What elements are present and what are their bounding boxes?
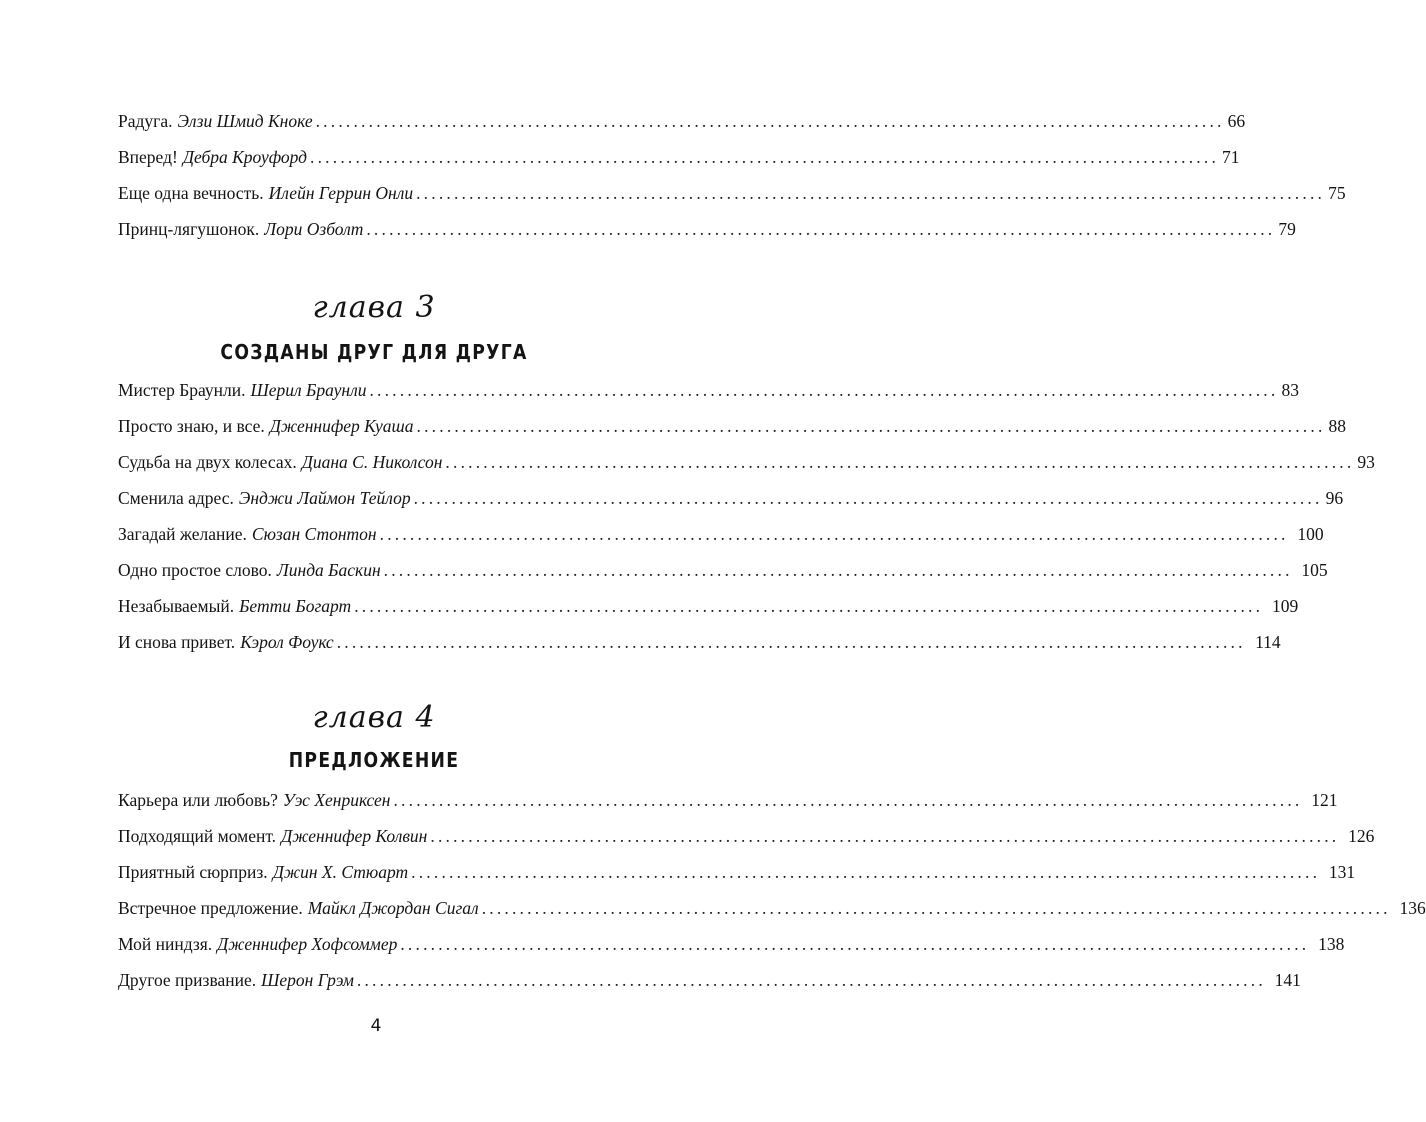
entry-page: 96	[1325, 488, 1344, 508]
entry-author: Элзи Шмид Кноке	[177, 111, 313, 131]
entry-author: Кэрол Фоукс	[240, 632, 334, 652]
toc-entry	[118, 181, 1346, 205]
leader-dots: ........................................................................................................................	[310, 147, 1220, 167]
entry-title: Встречное предложение.	[118, 898, 303, 918]
entry-title: Судьба на двух колесах.	[118, 452, 297, 472]
entry-author: Линда Баскин	[276, 560, 381, 580]
entry-title: Принц-лягушонок.	[118, 219, 260, 239]
entry-page: 83	[1281, 380, 1299, 400]
page-number: 4	[370, 1016, 382, 1036]
entry-title: Еще одна вечность.	[118, 183, 264, 203]
entry-title: Просто знаю, и все.	[118, 416, 265, 436]
entry-page: 71	[1222, 147, 1240, 167]
leader-dots: ........................................................................................................................	[400, 934, 1310, 954]
entry-title: И снова привет.	[118, 632, 236, 652]
toc-entry	[118, 594, 1299, 618]
entry-author: Энджи Лаймон Тейлор	[238, 488, 411, 508]
entry-page: 121	[1311, 790, 1338, 810]
entry-author: Лори Озболт	[264, 219, 364, 239]
leader-dots: ........................................................................................................................	[366, 219, 1276, 239]
toc-entry	[118, 145, 1240, 169]
toc-entry	[118, 378, 1299, 402]
entry-author: Дженнифер Хофсоммер	[217, 934, 398, 954]
toc-entry	[118, 558, 1328, 582]
toc-entry	[118, 896, 1426, 920]
toc-page	[118, 0, 1426, 1122]
entry-page: 79	[1278, 219, 1296, 239]
chapter-3-title: СОЗДАНЫ ДРУГ ДЛЯ ДРУГА	[220, 340, 528, 364]
entry-title: Незабываемый.	[118, 596, 235, 616]
toc-entry	[118, 522, 1324, 546]
leader-dots: ........................................................................................................................	[445, 452, 1355, 472]
chapter-4-label: глава 4	[312, 700, 436, 735]
toc-entry	[118, 414, 1347, 438]
entry-page: 138	[1318, 934, 1345, 954]
entry-page: 100	[1297, 524, 1324, 544]
entry-title: Одно простое слово.	[118, 560, 272, 580]
entry-title: Карьера или любовь?	[118, 790, 278, 810]
entry-author: Диана С. Николсон	[301, 452, 443, 472]
entry-title: Мистер Браунли.	[118, 380, 246, 400]
toc-entry	[118, 932, 1345, 956]
toc-entry	[118, 860, 1356, 884]
toc-entry	[118, 788, 1338, 812]
leader-dots: ........................................................................................................................	[393, 790, 1303, 810]
entry-author: Дебра Кроуфорд	[182, 147, 308, 167]
entry-author: Дженнифер Колвин	[281, 826, 428, 846]
entry-author: Сюзан Стонтон	[251, 524, 377, 544]
entry-page: 93	[1357, 452, 1375, 472]
chapter-3-label: глава 3	[312, 290, 436, 325]
entry-author: Шерил Браунли	[250, 380, 367, 400]
entry-title: Сменила адрес.	[118, 488, 234, 508]
toc-entry	[118, 968, 1301, 992]
leader-dots: ........................................................................................................................	[369, 380, 1279, 400]
leader-dots: ........................................................................................................................	[416, 416, 1326, 436]
leader-dots: ........................................................................................................................	[379, 524, 1289, 544]
toc-entry	[118, 217, 1296, 241]
entry-page: 141	[1274, 970, 1301, 990]
entry-page: 136	[1399, 898, 1426, 918]
leader-dots: ........................................................................................................................	[336, 632, 1246, 652]
toc-entry	[118, 109, 1246, 133]
entry-title: Загадай желание.	[118, 524, 247, 544]
leader-dots: ........................................................................................................................	[430, 826, 1340, 846]
entry-author: Бетти Богарт	[239, 596, 352, 616]
entry-page: 105	[1301, 560, 1328, 580]
entry-title: Подходящий момент.	[118, 826, 277, 846]
entry-page: 66	[1227, 111, 1246, 131]
toc-entry	[118, 630, 1281, 654]
entry-page: 131	[1328, 862, 1356, 882]
toc-entry	[118, 486, 1344, 510]
entry-page: 114	[1255, 632, 1281, 652]
entry-page: 126	[1348, 826, 1375, 846]
leader-dots: ........................................................................................................................	[481, 898, 1391, 918]
entry-page: 75	[1328, 183, 1346, 203]
entry-author: Илейн Геррин Онли	[268, 183, 414, 203]
entry-title: Мой ниндзя.	[118, 934, 213, 954]
entry-title: Другое призвание.	[118, 970, 257, 990]
entry-author: Майкл Джордан Сигал	[307, 898, 479, 918]
leader-dots: ........................................................................................................................	[356, 970, 1266, 990]
entry-page: 109	[1271, 596, 1299, 616]
entry-author: Джин Х. Стюарт	[272, 862, 409, 882]
entry-page: 88	[1328, 416, 1347, 436]
leader-dots: ........................................................................................................................	[354, 596, 1264, 616]
entry-title: Приятный сюрприз.	[118, 862, 268, 882]
leader-dots: ........................................................................................................................	[315, 111, 1225, 131]
entry-author: Уэс Хенриксен	[282, 790, 391, 810]
chapter-4-title: ПРЕДЛОЖЕНИЕ	[288, 748, 460, 772]
entry-author: Дженнифер Куаша	[269, 416, 414, 436]
leader-dots: ........................................................................................................................	[383, 560, 1293, 580]
entry-title: Радуга.	[118, 111, 173, 131]
leader-dots: ........................................................................................................................	[416, 183, 1326, 203]
toc-entry	[118, 824, 1375, 848]
entry-title: Вперед!	[118, 147, 178, 167]
leader-dots: ........................................................................................................................	[413, 488, 1323, 508]
toc-entry	[118, 450, 1375, 474]
entry-author: Шерон Грэм	[261, 970, 354, 990]
leader-dots: ........................................................................................................................	[411, 862, 1321, 882]
